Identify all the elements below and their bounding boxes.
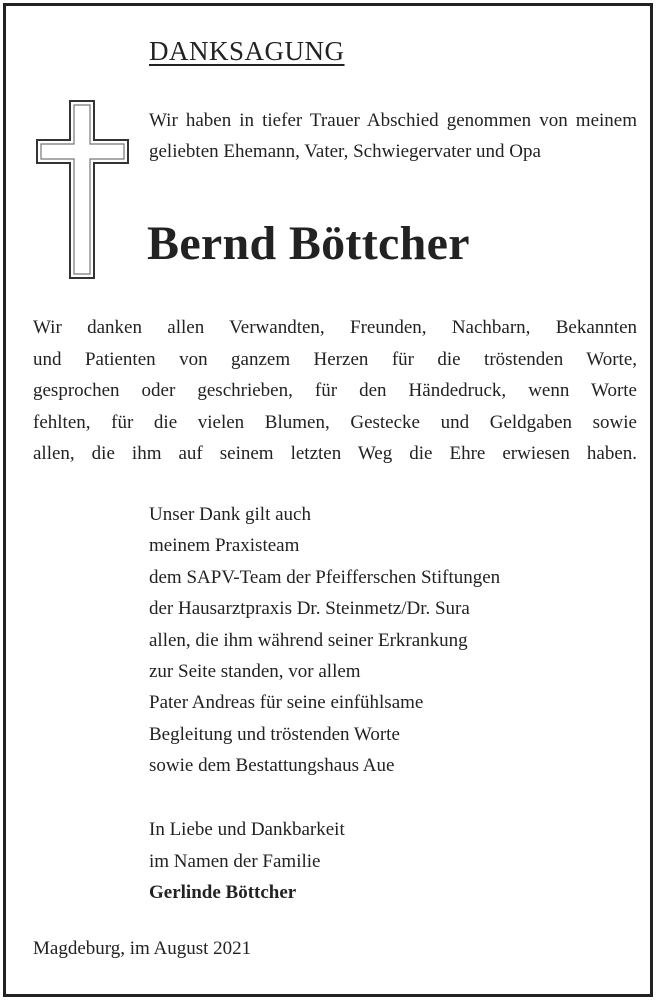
acknowledgement-line: meinem Praxisteam: [149, 535, 300, 557]
acknowledgement-line: zur Seite standen, vor allem: [149, 661, 361, 683]
thanks-line: gesprochen oder geschrieben, für den Händedruck, wenn Worte: [33, 380, 637, 401]
thanks-line: allen, die ihm auf seinem letzten Weg die Ehre erwiesen haben.: [33, 443, 637, 464]
thanks-paragraph: [33, 312, 637, 470]
acknowledgement-line: Pater Andreas für seine einfühlsame: [149, 692, 424, 714]
place-date: Magdeburg, im August 2021: [33, 938, 252, 959]
deceased-name: Bernd Böttcher: [147, 217, 470, 270]
acknowledgement-line: sowie dem Bestattungshaus Aue: [149, 755, 395, 777]
signer-name: Gerlinde Böttcher: [149, 882, 297, 903]
thanks-line: Wir danken allen Verwandten, Freunden, Nachbarn, Bekannten: [33, 317, 637, 338]
notice-heading: DANKSAGUNG: [149, 36, 345, 66]
closing-block: [149, 814, 345, 909]
acknowledgement-line: Begleitung und tröstenden Worte: [149, 723, 400, 745]
thanks-line: und Patienten von ganzem Herzen für die tröstenden Worte,: [33, 348, 637, 370]
acknowledgement-line: allen, die ihm während seiner Erkrankung: [149, 629, 468, 651]
intro-text: [149, 105, 637, 167]
closing-line: im Namen der Familie: [149, 850, 321, 872]
acknowledgement-line: Unser Dank gilt auch: [149, 504, 311, 525]
acknowledgement-line: dem SAPV-Team der Pfeifferschen Stiftungen: [149, 566, 501, 588]
cross-icon: [36, 100, 131, 280]
thanks-line: fehlten, für die vielen Blumen, Gestecke und Geldgaben sowie: [33, 411, 637, 433]
notice-frame: [3, 3, 653, 997]
closing-line: In Liebe und Dankbarkeit: [149, 819, 345, 840]
intro-paragraph: Wir haben in tiefer Trauer Abschied genommen von meinem geliebten Ehemann, Vater, Schwiegervater und Opa: [149, 110, 637, 162]
acknowledgement-line: der Hausarztpraxis Dr. Steinmetz/Dr. Sura: [149, 598, 470, 620]
acknowledgement-list: [149, 499, 500, 782]
